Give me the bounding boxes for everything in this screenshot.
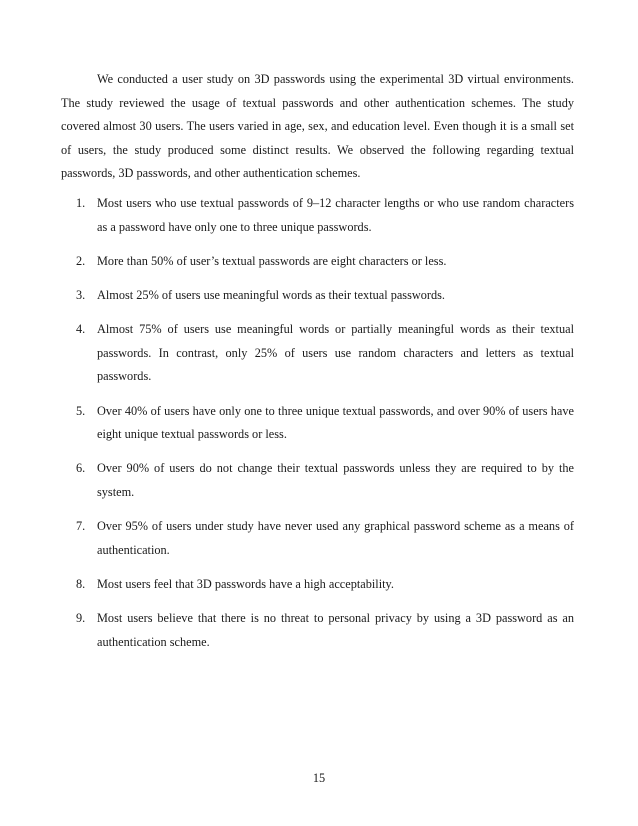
list-item-text: Almost 75% of users use meaningful words or partially meaningful words as their textual passwords. In contrast, only 25% of users use random characters and letters as textual passwords.: [97, 322, 574, 384]
list-item: [61, 457, 574, 504]
list-item: [61, 192, 574, 239]
list-item-number: 1.: [76, 196, 86, 210]
list-item-number: 7.: [76, 519, 86, 534]
list-item-number: 5.: [76, 403, 86, 418]
list-item-text: Over 95% of users under study have never used any graphical password scheme as a means of authentication.: [97, 519, 574, 557]
list-item: [61, 318, 574, 389]
list-item: [61, 573, 574, 597]
page-number: 15: [312, 771, 326, 785]
list-item: [61, 515, 574, 562]
list-item-number: 4.: [76, 322, 86, 337]
list-item: [61, 250, 574, 274]
list-item-number: 8.: [76, 576, 86, 591]
list-item-text: Over 90% of users do not change their textual passwords unless they are required to by the system.: [97, 461, 574, 499]
list-item-text: Most users feel that 3D passwords have a high acceptability.: [97, 576, 394, 591]
list-item-text: Over 40% of users have only one to three unique textual passwords, and over 90% of users have eight unique textual passwords or less.: [97, 403, 574, 442]
list-item: [61, 400, 574, 447]
findings-list: [61, 192, 574, 665]
list-item-number: 9.: [76, 611, 86, 626]
list-item-number: 2.: [76, 253, 86, 268]
list-item-text: Almost 25% of users use meaningful words as their textual passwords.: [97, 287, 446, 302]
list-item: [61, 284, 574, 308]
list-item: [61, 607, 574, 654]
list-item-number: 6.: [76, 461, 86, 476]
list-item-text: More than 50% of user’s textual passwords are eight characters or less.: [97, 253, 447, 268]
list-item-text: Most users who use textual passwords of 9–12 character lengths or who use random characters as a password have only one to three unique passwords.: [97, 196, 574, 234]
list-item-text: Most users believe that there is no threat to personal privacy by using a 3D password as an authentication scheme.: [97, 611, 574, 649]
intro-paragraph: We conducted a user study on 3D passwords using the experimental 3D virtual environments. The study reviewed the usage of textual passwords and other authentication schemes. The study covered almost 30 users. The users varied in age, sex, and education level. Even though it is a small set of users, the study produced some distinct results. We observed the following regarding textual passwords, 3D passwords, and other authentication schemes.: [61, 72, 574, 181]
list-item-number: 3.: [76, 287, 86, 302]
